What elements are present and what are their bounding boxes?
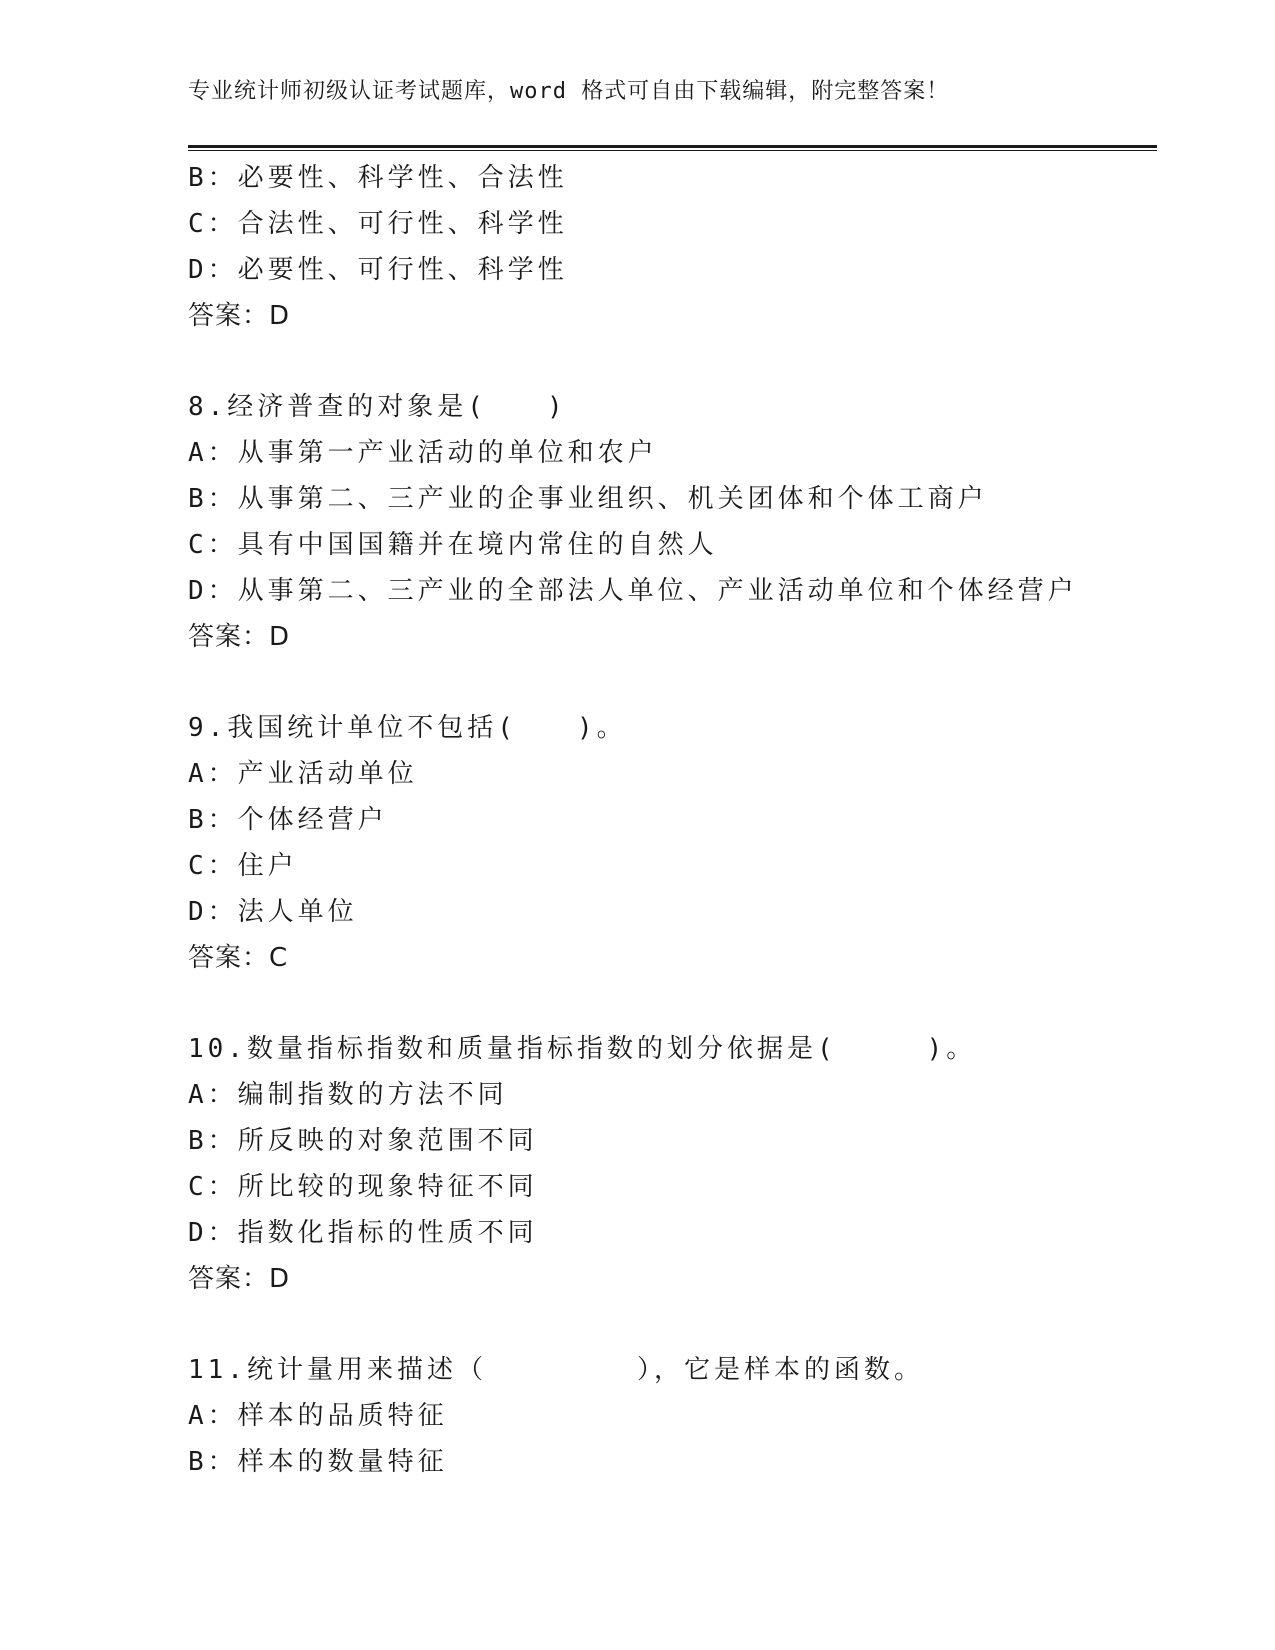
question-10 (188, 1026, 1148, 1302)
spacer (188, 981, 1148, 1026)
option-d: D：指数化指标的性质不同 (188, 1218, 538, 1248)
header-rule-thin (188, 150, 1157, 151)
question-stem: 9.我国统计单位不包括( )。 (188, 713, 627, 743)
option-b: B：所反映的对象范围不同 (188, 1126, 538, 1156)
option-b: B：个体经营户 (188, 805, 388, 835)
question-stem: 8.经济普查的对象是( ) (188, 392, 567, 422)
page-header: 专业统计师初级认证考试题库，word 格式可自由下载编辑，附完整答案！ (188, 79, 950, 104)
question-9 (188, 705, 1148, 981)
spacer (188, 1302, 1148, 1347)
option-c: C：具有中国国籍并在境内常住的自然人 (188, 530, 718, 560)
question-7-tail (188, 155, 1148, 339)
question-11 (188, 1347, 1148, 1485)
option-c: C：合法性、可行性、科学性 (188, 209, 568, 239)
option-a: A：样本的品质特征 (188, 1401, 448, 1431)
option-d: D：从事第二、三产业的全部法人单位、产业活动单位和个体经营户 (188, 576, 1078, 606)
option-a: A：编制指数的方法不同 (188, 1080, 508, 1110)
question-8 (188, 384, 1148, 660)
option-c: C：住户 (188, 851, 298, 881)
option-a: A：产业活动单位 (188, 759, 418, 789)
option-d: D：法人单位 (188, 897, 358, 927)
option-a: A：从事第一产业活动的单位和农户 (188, 438, 658, 468)
question-list (188, 155, 1148, 1485)
option-d: D：必要性、可行性、科学性 (188, 255, 568, 285)
answer: 答案：D (188, 301, 291, 331)
question-stem: 10.数量指标指数和质量指标指数的划分依据是( )。 (188, 1034, 977, 1064)
question-stem: 11.统计量用来描述（ ），它是样本的函数。 (188, 1355, 924, 1385)
spacer (188, 660, 1148, 705)
option-b: B：必要性、科学性、合法性 (188, 163, 568, 193)
option-c: C：所比较的现象特征不同 (188, 1172, 538, 1202)
option-b: B：从事第二、三产业的企事业组织、机关团体和个体工商户 (188, 484, 988, 514)
answer: 答案：D (188, 1264, 291, 1294)
header-rule-thick (188, 145, 1157, 148)
answer: 答案：D (188, 622, 291, 652)
spacer (188, 339, 1148, 384)
answer: 答案：C (188, 943, 289, 973)
option-b: B：样本的数量特征 (188, 1447, 448, 1477)
